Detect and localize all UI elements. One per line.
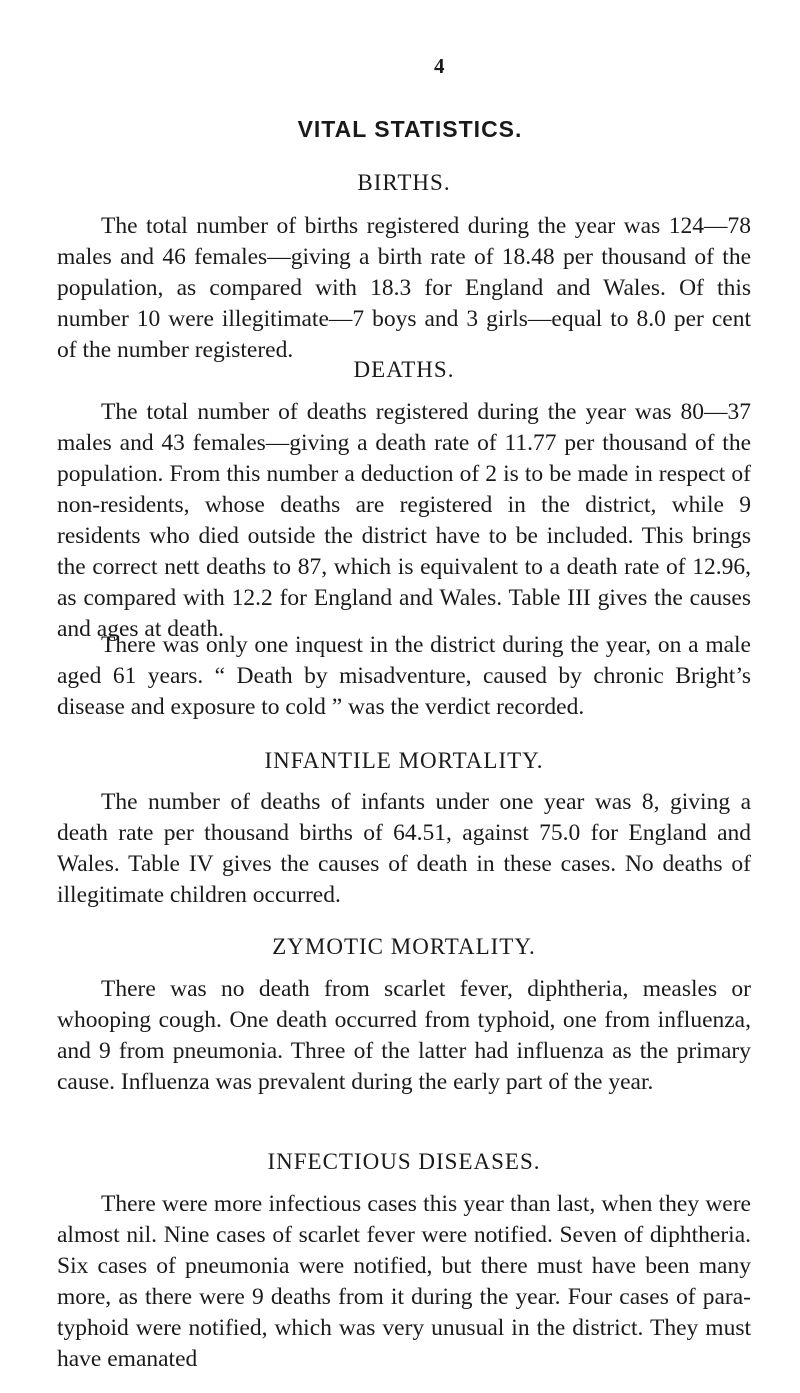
infantile-mortality-heading: INFANTILE MORTALITY. <box>264 748 544 773</box>
zymotic-mortality-heading: ZYMOTIC MORTALITY. <box>272 934 536 959</box>
infectious-diseases-heading: INFECTIOUS DISEASES. <box>267 1149 541 1174</box>
infectious-diseases-paragraph: There were more infectious cases this year than last, when they were almost nil. Nine cases of scarlet fever were notified. Seven of diphtheria. Six cases of pneumonia were notified, but there must have been many more, as there were 9 deaths from it during the year. Four cases of para-typhoid were notified, which was very unusual in the district. They must have emanated <box>57 1191 751 1372</box>
page-number: 4 <box>434 54 445 78</box>
deaths-heading: DEATHS. <box>353 357 455 382</box>
page-title: VITAL STATISTICS. <box>297 116 523 142</box>
infantile-mortality-paragraph: The number of deaths of infants under one year was 8, giving a death rate per thousand births of 64.51, against 75.0 for England and Wales. Table IV gives the causes of death in these cases. No deaths of illegitimate children occurred. <box>57 789 751 908</box>
deaths-paragraph-1: The total number of deaths registered during the year was 80—37 males and 43 females—giving a death rate of 11.77 per thousand of the population. From this number a deduction of 2 is to be made in respect of non-residents, whose deaths are registered in the district, while 9 residents who died outside the district have to be included. This brings the correct nett deaths to 87, which is equivalent to a death rate of 12.96, as compared with 12.2 for England and Wales. Table III gives the causes and ages at death. <box>57 399 751 642</box>
deaths-paragraph-2: There was only one inquest in the district during the year, on a male aged 61 years. “ Death by misadventure, caused by chronic Bright’s disease and exposure to cold ” was the verdict recorded. <box>57 632 751 720</box>
births-paragraph: The total number of births registered during the year was 124—78 males and 46 females—giving a birth rate of 18.48 per thousand of the population, as compared with 18.3 for England and Wales. Of this number 10 were illegitimate—7 boys and 3 girls—equal to 8.0 per cent of the number registered. <box>57 213 751 363</box>
zymotic-mortality-paragraph: There was no death from scarlet fever, diphtheria, measles or whooping cough. One death occurred from typhoid, one from influenza, and 9 from pneumonia. Three of the latter had influenza as the primary cause. Influenza was prevalent during the early part of the year. <box>57 976 751 1095</box>
births-heading: BIRTHS. <box>357 170 451 195</box>
